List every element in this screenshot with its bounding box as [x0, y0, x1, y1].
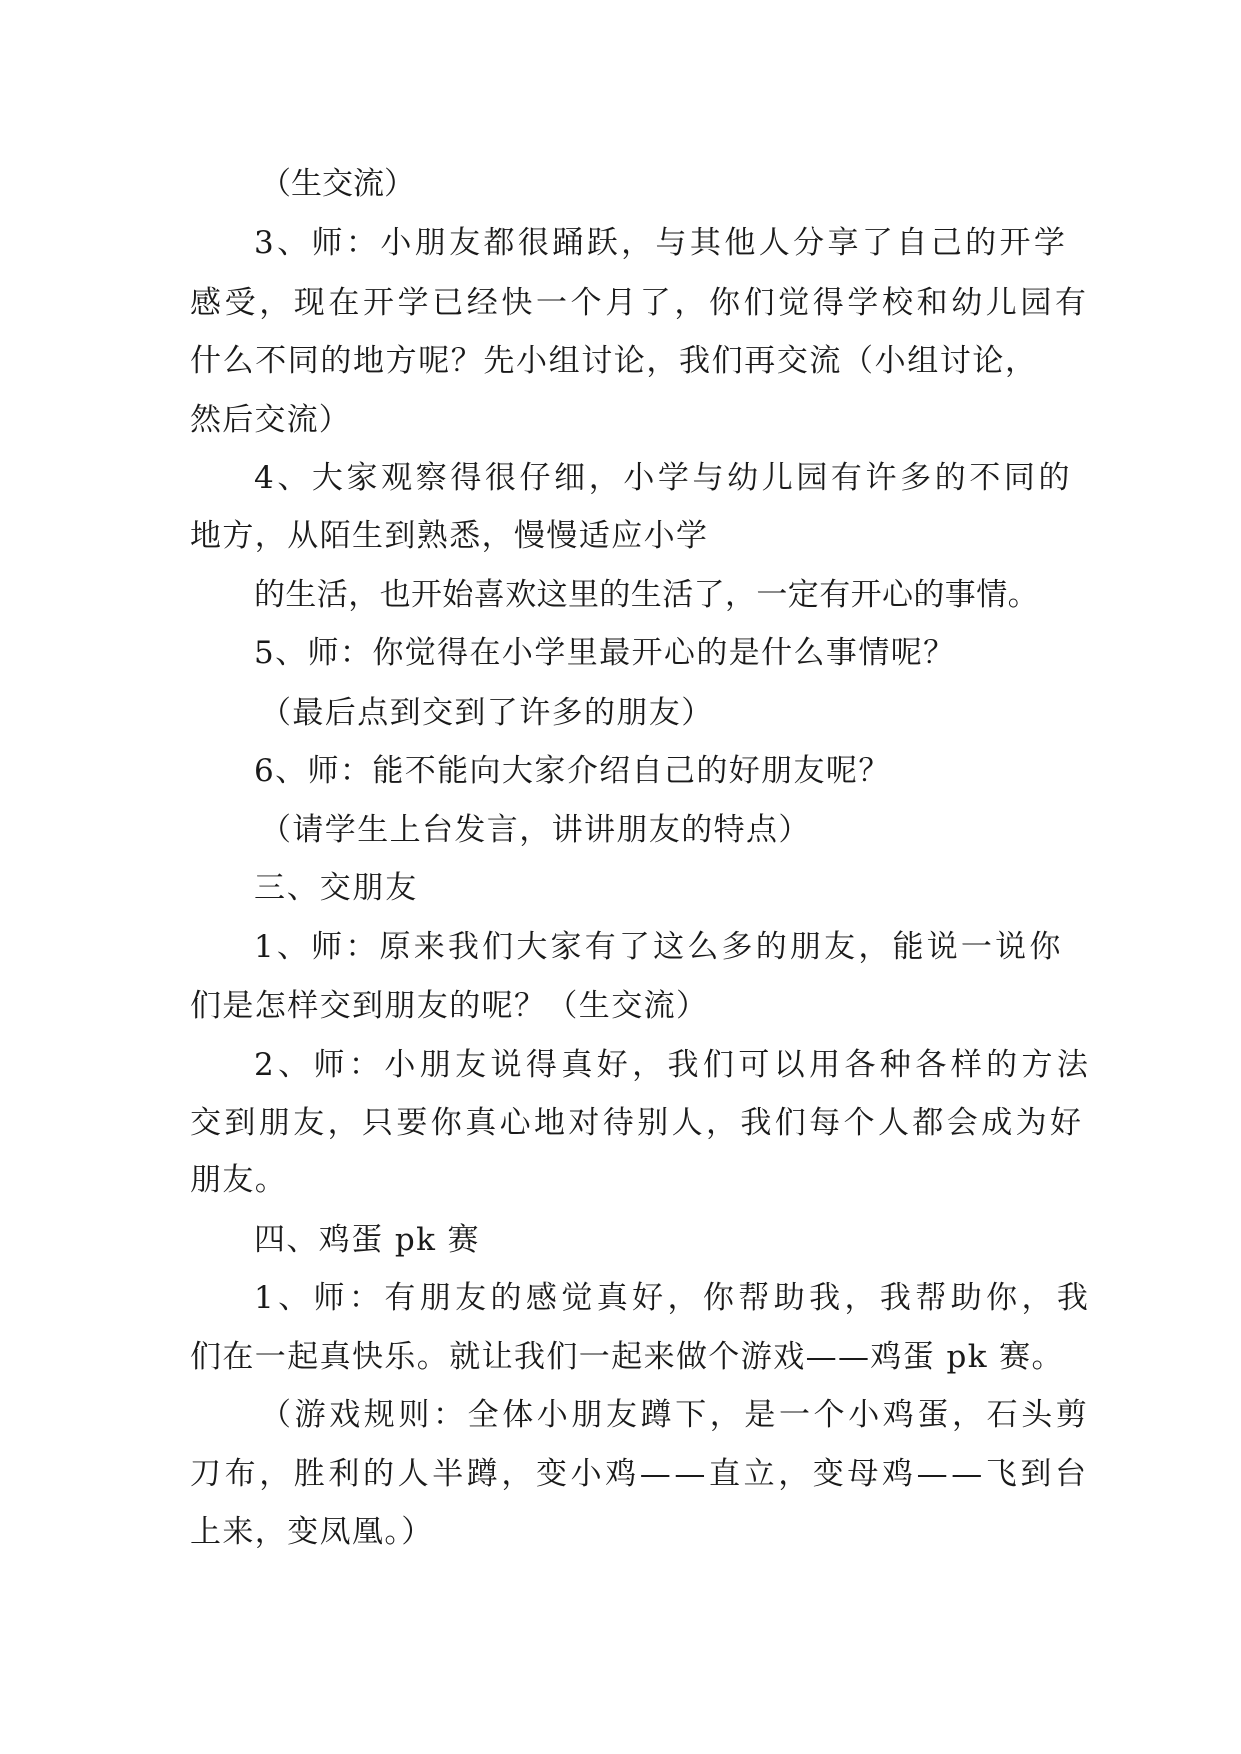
text-line: 6、师：能不能向大家介绍自己的好朋友呢？: [254, 753, 891, 789]
text-line: 们是怎样交到朋友的呢？（生交流）: [190, 988, 709, 1024]
text-line: 4、大家观察得很仔细，小学与幼儿园有许多的不同的: [254, 460, 1074, 496]
text-line: 1、师：有朋友的感觉真好，你帮助我，我帮助你，我: [254, 1280, 1093, 1316]
text-line: （请学生上台发言，讲讲朋友的特点）: [260, 812, 811, 848]
text-line: 1、师：原来我们大家有了这么多的朋友，能说一说你: [254, 929, 1064, 965]
text-line: （最后点到交到了许多的朋友）: [260, 695, 714, 731]
text-line: 刀布，胜利的人半蹲，变小鸡——直立，变母鸡——飞到台: [190, 1456, 1090, 1492]
text-line: 然后交流）: [190, 402, 351, 438]
text-line: 地方，从陌生到熟悉，慢慢适应小学: [190, 518, 709, 554]
text-line: 5、师：你觉得在小学里最开心的是什么事情呢？: [254, 635, 956, 671]
text-line: 感受，现在开学已经快一个月了，你们觉得学校和幼儿园有: [190, 285, 1090, 321]
text-line: 交到朋友，只要你真心地对待别人，我们每个人都会成为好: [190, 1105, 1085, 1141]
text-line: （游戏规则：全体小朋友蹲下，是一个小鸡蛋，石头剪: [260, 1397, 1091, 1433]
text-line: 的生活，也开始喜欢这里的生活了，一定有开心的事情。: [254, 577, 1039, 613]
text-line: 们在一起真快乐。就让我们一起来做个游戏——鸡蛋 pk 赛。: [190, 1339, 1064, 1375]
text-line: 2、师：小朋友说得真好，我们可以用各种各样的方法: [254, 1047, 1093, 1083]
text-line: （生交流）: [260, 166, 415, 202]
section-heading: 四、鸡蛋 pk 赛: [254, 1222, 480, 1258]
text-line: 什么不同的地方呢？先小组讨论，我们再交流（小组讨论，: [190, 343, 1038, 379]
text-line: 上来，变凤凰。）: [190, 1514, 434, 1550]
section-heading: 三、交朋友: [254, 870, 418, 906]
text-line: 朋友。: [190, 1162, 288, 1198]
text-line: 3、师：小朋友都很踊跃，与其他人分享了自己的开学: [254, 225, 1069, 261]
